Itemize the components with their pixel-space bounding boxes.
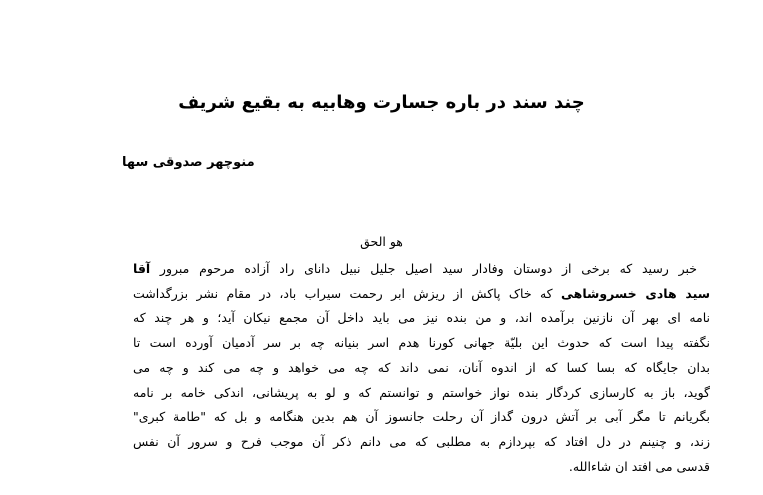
author-name: منوچهر صدوقی سها (122, 155, 255, 170)
document-title: چند سند در باره جسارت وهابیه به بقیع شریف (178, 92, 585, 114)
paragraph-line (133, 306, 710, 331)
paragraph-line (133, 455, 710, 480)
paragraph-line (133, 430, 710, 455)
line-text: نگفته پیدا است که حدوث این بلیّة جهانی کورنا هدم اسر بنیانه چه بر سر آدمیان آورده است تا (133, 335, 710, 351)
invocation-heading: هو الحق (360, 234, 403, 249)
line-text: قدسی می افتد ان شاءالله. (568, 458, 710, 474)
line-text: بگریانم تا مگر آبی بر آتش درون گداز آن رحلت جانسوز آن هم بدین هنگامه و بل که "طامة کبری" (133, 409, 710, 425)
line-text-bold: آقا (133, 261, 151, 276)
paragraph-line (133, 331, 710, 356)
line-text: بدان جایگاه که بسا کسا که از اندوه آنان، نمی داند که چه می خواهد و چه می کند و چه می (133, 359, 710, 375)
line-text: خبر رسید که برخی از دوستان وفادار سید اصیل جلیل نبیل دانای راد آزاده مرحوم مبرور (150, 261, 697, 276)
paragraph-line (133, 257, 710, 282)
line-text: که خاک پاکش از ریزش ابر رحمت سیراب باد، در مقام نشر بزرگداشت (133, 285, 562, 301)
body-paragraph (133, 257, 710, 479)
line-text: گوید، باز به کارسازی کردگار بنده نواز خواستم و توانستم که و لو به پریشانی، اندکی خامه بر نامه (133, 384, 710, 400)
paragraph-line (133, 282, 710, 307)
paragraph-line (133, 356, 710, 381)
paragraph-line (133, 405, 710, 430)
line-text: نامه ای بهر آن نازنین برآمده اند، و من بنده نیز می باید داخل آن مجمع نیکان آید؛ و هر چند که (133, 310, 710, 326)
line-text-bold: سید هادی خسروشاهی (561, 285, 710, 301)
paragraph-line (133, 381, 710, 406)
line-text: زند، و چنینم در دل افتاد که بپردازم به مطلبی که می دانم ذکر آن موجب فرح و سرور آن نفس (133, 433, 710, 449)
